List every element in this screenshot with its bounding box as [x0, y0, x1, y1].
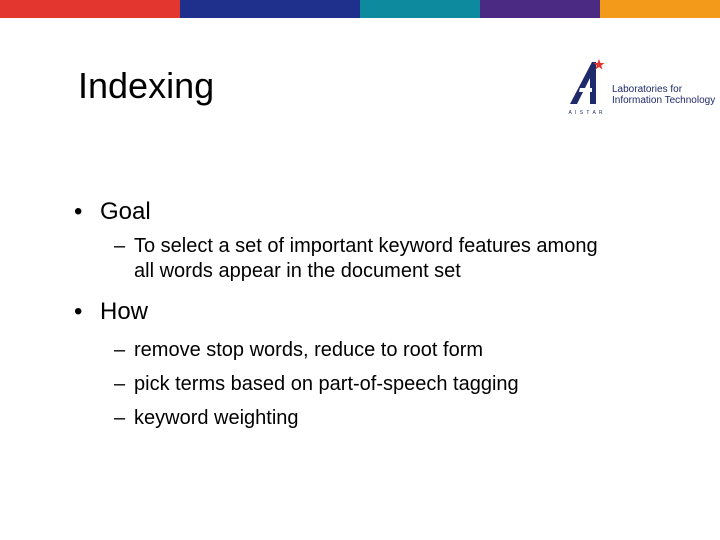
bullet-dot-icon: • — [74, 198, 83, 225]
sub-bullet-item — [114, 406, 299, 431]
dash-icon: – — [114, 407, 126, 429]
dash-icon: – — [114, 235, 126, 257]
sub-bullet-text: keyword weighting — [134, 407, 299, 429]
sub-bullet-text: To select a set of important keyword features among — [134, 235, 598, 257]
sub-bullet-item — [114, 338, 483, 363]
sub-bullet-text: pick terms based on part-of-speech tagging — [134, 373, 519, 395]
bullet-item — [74, 198, 151, 226]
dash-icon: – — [114, 373, 126, 395]
svg-text:A I S T A R: A I S T A R — [568, 110, 604, 116]
slide-title: Indexing — [78, 65, 215, 106]
bullet-label: How — [100, 298, 149, 325]
sub-bullet-text: remove stop words, reduce to root form — [134, 339, 484, 361]
bullet-dot-icon: • — [74, 298, 83, 325]
bullet-item — [74, 298, 148, 326]
logo-line-2: Information Technology — [612, 95, 716, 106]
logo-line-1: Laboratories for — [612, 84, 683, 95]
dash-icon: – — [114, 339, 126, 361]
sub-bullet-item — [114, 372, 519, 397]
bullet-label: Goal — [100, 198, 151, 225]
sub-bullet-item — [114, 234, 598, 284]
sub-bullet-text-continued: all words appear in the document set — [134, 260, 461, 282]
